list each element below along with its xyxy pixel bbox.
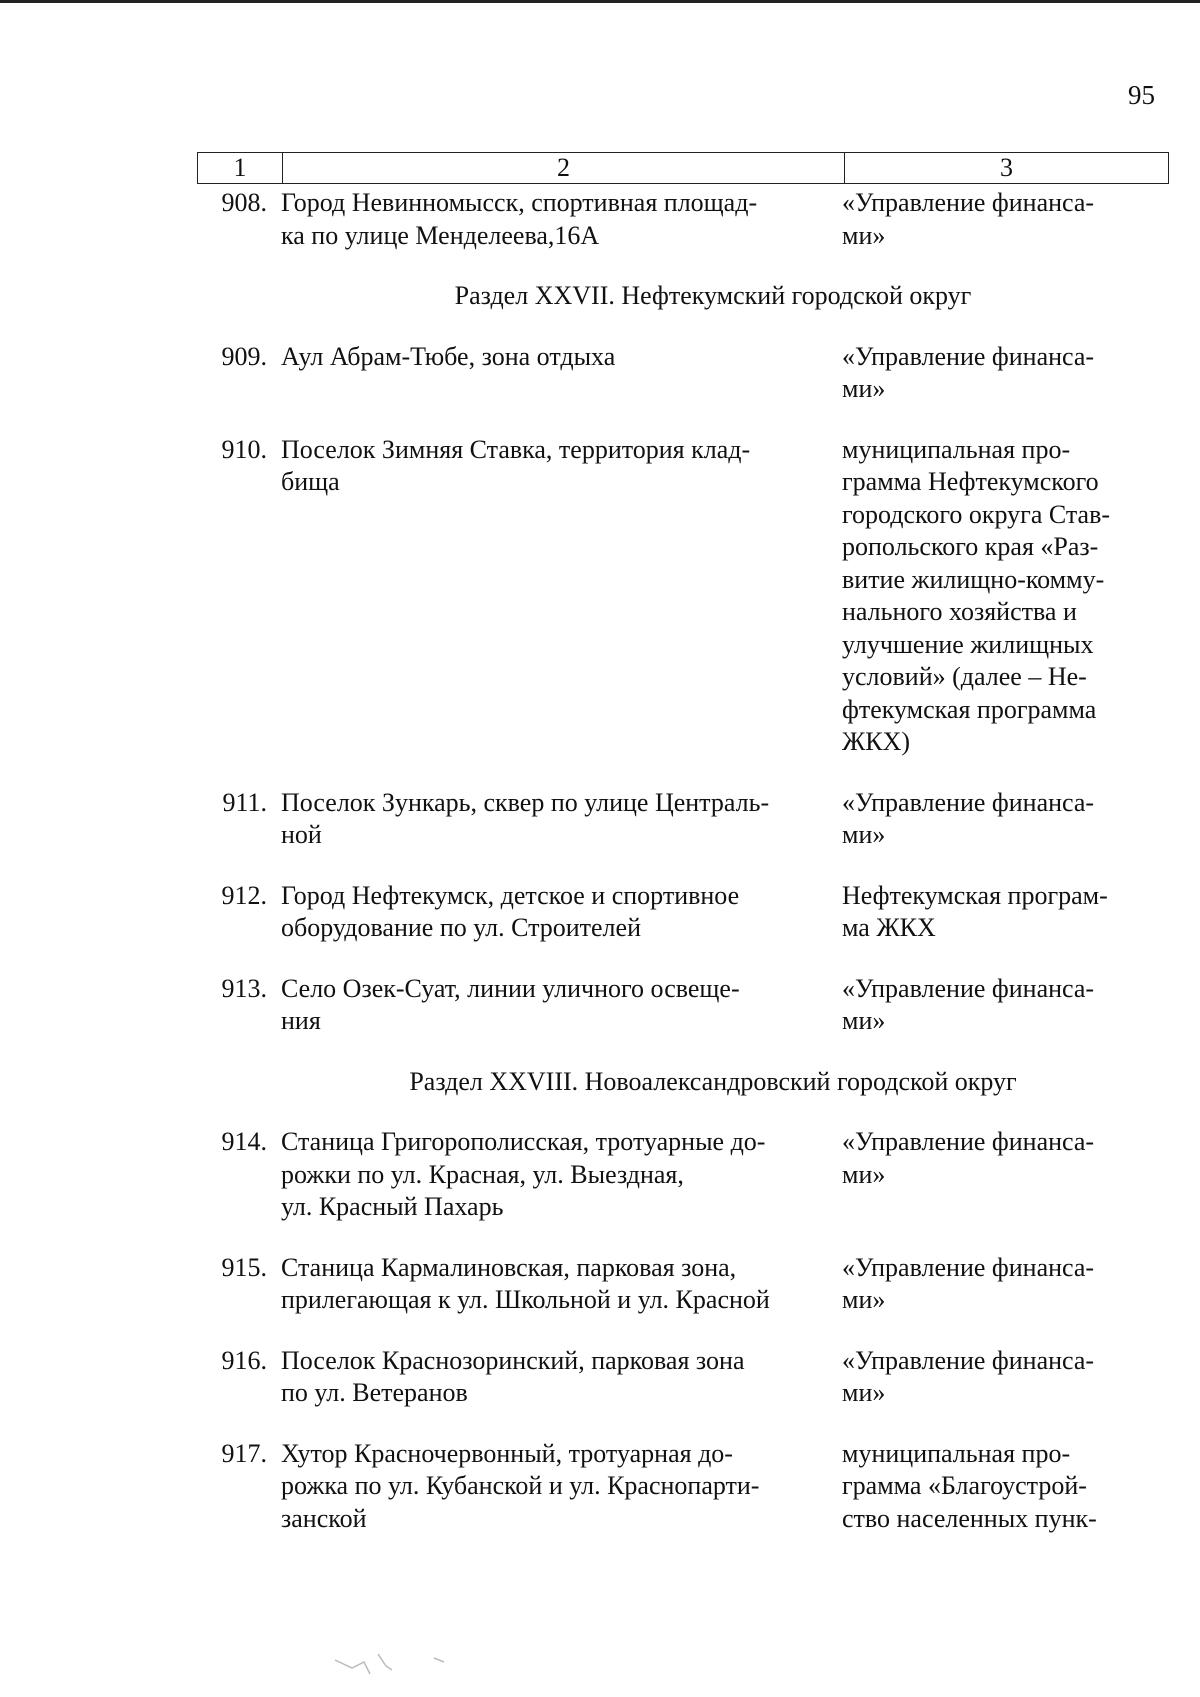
text-line: ство населенных пунк- <box>842 1503 1097 1533</box>
scan-smudge-mark <box>330 1640 490 1680</box>
table-row <box>197 1252 1169 1317</box>
text-line: Хутор Красночервонный, тротуарная до- <box>281 1438 733 1468</box>
row-number: 912. <box>221 880 267 910</box>
text-line: ЖКХ) <box>842 727 911 756</box>
object-description <box>281 973 842 1038</box>
text-line: городского округа Став- <box>842 499 1111 529</box>
text-line: нального хозяйства и <box>842 597 1077 626</box>
funding-source <box>842 1438 1169 1536</box>
text-line: «Управление финанса- <box>842 188 1095 217</box>
row-number: 917. <box>221 1438 267 1468</box>
text-line: Село Озек-Суат, линии уличного освеще- <box>281 973 740 1003</box>
object-description <box>281 187 842 252</box>
object-description <box>281 434 842 759</box>
funding-source <box>842 880 1169 945</box>
text-line: ми» <box>842 1285 886 1314</box>
row-number: 916. <box>221 1345 267 1375</box>
text-line: ми» <box>842 220 886 250</box>
text-line: Поселок Зункарь, сквер по улице Централь- <box>281 787 770 817</box>
text-line: улучшение жилищных <box>842 629 1094 659</box>
text-line: ропольского края «Раз- <box>842 532 1099 561</box>
text-line: рожка по ул. Кубанской и ул. Краснопарти- <box>281 1471 760 1500</box>
header-col-2: 2 <box>283 153 845 183</box>
row-number: 908. <box>221 188 267 217</box>
table-header-row <box>197 152 1169 184</box>
text-line: ми» <box>842 1006 886 1035</box>
text-line: «Управление финанса- <box>842 787 1095 817</box>
header-col-1: 1 <box>198 153 283 183</box>
funding-source <box>842 341 1169 406</box>
header-col-3: 3 <box>1000 153 1013 182</box>
row-number: 909. <box>221 341 267 371</box>
table-row <box>197 1345 1169 1410</box>
text-line: ул. Красный Пахарь <box>281 1192 504 1221</box>
text-line: муниципальная про- <box>842 434 1071 464</box>
text-line: «Управление финанса- <box>842 341 1095 371</box>
object-description <box>281 1345 842 1410</box>
text-line: занской <box>281 1503 367 1533</box>
object-description <box>281 1252 842 1317</box>
funding-source <box>842 187 1169 252</box>
text-line: грамма Нефтекумского <box>842 467 1099 496</box>
text-line: «Управление финанса- <box>842 1345 1095 1375</box>
text-line: ка по улице Менделеева,16А <box>281 220 600 250</box>
text-line: ми» <box>842 374 886 403</box>
row-number: 915. <box>221 1252 267 1282</box>
text-line: муниципальная про- <box>842 1438 1071 1468</box>
text-line: ми» <box>842 820 886 849</box>
text-line: ния <box>281 1006 321 1035</box>
table-row <box>197 1438 1169 1536</box>
text-line: ной <box>281 820 322 849</box>
text-line: «Управление финанса- <box>842 1252 1095 1282</box>
text-line: витие жилищно-комму- <box>842 564 1105 594</box>
text-line: Станица Кармалиновская, парковая зона, <box>281 1252 737 1282</box>
object-description <box>281 1438 842 1536</box>
text-line: ма ЖКХ <box>842 913 936 942</box>
text-line: ми» <box>842 1378 886 1407</box>
table-row <box>197 341 1169 406</box>
text-line: Аул Абрам-Тюбе, зона отдыха <box>281 341 616 371</box>
text-line: рожки по ул. Красная, ул. Выездная, <box>281 1159 684 1189</box>
funding-source <box>842 787 1169 852</box>
text-line: Поселок Зимняя Ставка, территория клад- <box>281 434 751 464</box>
document-body <box>197 187 1169 1535</box>
funding-source <box>842 1345 1169 1410</box>
text-line: по ул. Ветеранов <box>281 1378 468 1407</box>
row-number: 911. <box>222 787 267 817</box>
text-line: «Управление финанса- <box>842 973 1095 1003</box>
text-line: прилегающая к ул. Школьной и ул. Красной <box>281 1285 770 1314</box>
funding-source <box>842 1252 1169 1317</box>
text-line: Нефтекумская програм- <box>842 880 1108 910</box>
text-line: фтекумская программа <box>842 694 1097 724</box>
table-row <box>197 187 1169 252</box>
row-number: 913. <box>221 973 267 1003</box>
table-row <box>197 880 1169 945</box>
table-row <box>197 973 1169 1038</box>
object-description <box>281 880 842 945</box>
funding-source <box>842 1126 1169 1224</box>
page-number: 95 <box>1128 80 1155 110</box>
row-number: 914. <box>221 1127 267 1156</box>
object-description <box>281 1126 842 1224</box>
top-border-line <box>0 0 1200 3</box>
funding-source <box>842 973 1169 1038</box>
text-line: условий» (далее – Не- <box>842 662 1087 691</box>
text-line: Город Невинномысск, спортивная площад- <box>281 188 758 217</box>
funding-source <box>842 434 1169 759</box>
text-line: «Управление финанса- <box>842 1127 1095 1156</box>
row-number: 910. <box>221 434 267 464</box>
text-line: грамма «Благоустрой- <box>842 1471 1087 1500</box>
text-line: бища <box>281 467 340 496</box>
text-line: оборудование по ул. Строителей <box>281 913 641 942</box>
section-heading: Раздел XXVIII. Новоалександровский городской округ <box>409 1066 1017 1096</box>
text-line: Поселок Краснозоринский, парковая зона <box>281 1345 745 1375</box>
table-row <box>197 1126 1169 1224</box>
text-line: Город Нефтекумск, детское и спортивное <box>281 880 740 910</box>
text-line: Станица Григорополисская, тротуарные до- <box>281 1127 766 1156</box>
object-description <box>281 787 842 852</box>
text-line: ми» <box>842 1159 886 1189</box>
table-row <box>197 434 1169 759</box>
section-heading: Раздел XXVII. Нефтекумский городской округ <box>454 281 972 310</box>
object-description <box>281 341 842 406</box>
table-row <box>197 787 1169 852</box>
